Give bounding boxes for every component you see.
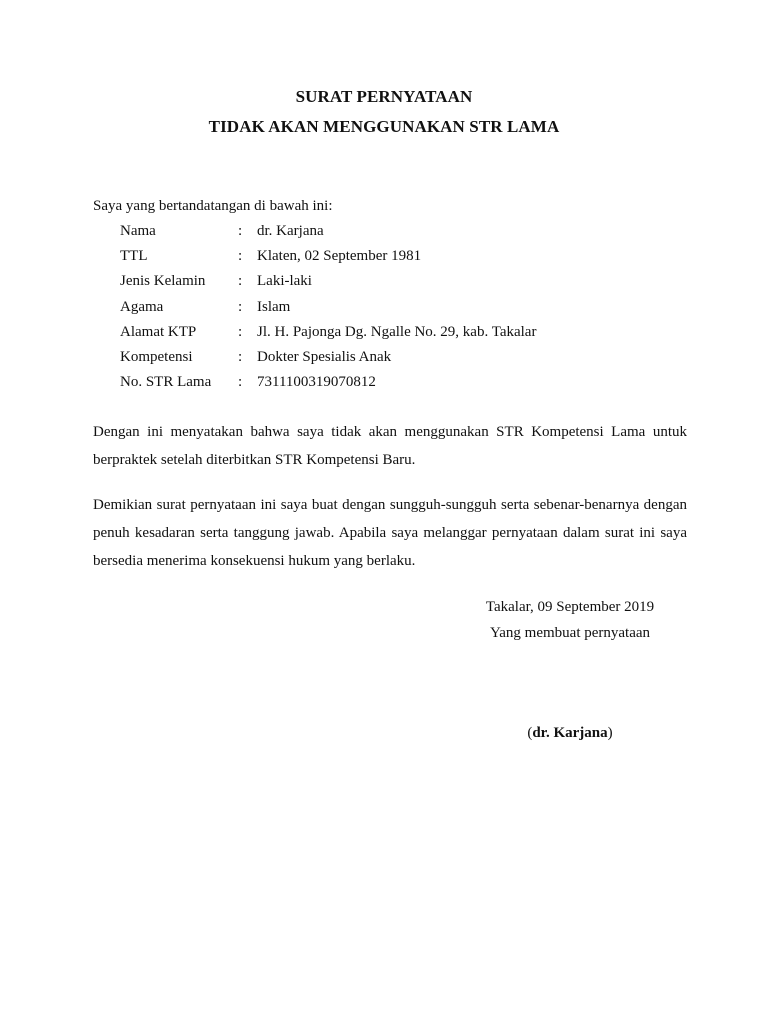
field-label: Kompetensi bbox=[120, 348, 193, 365]
field-label: Alamat KTP bbox=[120, 323, 197, 340]
field-colon: : bbox=[238, 348, 243, 365]
signature-open-paren: ( bbox=[527, 725, 533, 741]
field-colon: : bbox=[238, 248, 243, 265]
field-colon: : bbox=[238, 223, 243, 239]
place-date: Takalar, 09 September 2019 bbox=[485, 599, 655, 615]
signature-block bbox=[455, 724, 685, 742]
field-value: Laki-laki bbox=[257, 273, 312, 290]
field-label: No. STR Lama bbox=[120, 374, 212, 391]
closing-paragraph: Demikian surat pernyataan ini saya buat dengan sungguh-sungguh serta sebenar-benarnya dengan penuh kesadaran serta tanggung jawab. Apabila saya melanggar pernyataan dalam surat ini saya bersedia menerima konsekuensi hukum yang berlaku. bbox=[93, 497, 687, 569]
field-value: Jl. H. Pajonga Dg. Ngalle No. 29, kab. Takalar bbox=[257, 323, 537, 340]
field-label: Nama bbox=[120, 223, 156, 239]
field-value: Klaten, 02 September 1981 bbox=[257, 248, 422, 265]
field-colon: : bbox=[238, 298, 243, 315]
field-colon: : bbox=[238, 374, 243, 391]
signature-close-paren: ) bbox=[607, 725, 613, 741]
field-value: Islam bbox=[257, 298, 291, 315]
maker-label: Yang membuat pernyataan bbox=[489, 625, 651, 641]
intro-text: Saya yang bertandatangan di bawah ini: bbox=[93, 198, 333, 214]
field-value: 7311100319070812 bbox=[257, 374, 376, 391]
statement-paragraph: Dengan ini menyatakan bahwa saya tidak akan menggunakan STR Kompetensi Lama untuk berpraktek setelah diterbitkan STR Kompetensi Baru. bbox=[93, 424, 687, 468]
field-label: TTL bbox=[120, 248, 148, 265]
field-label: Agama bbox=[120, 298, 164, 315]
document-title: SURAT PERNYATAAN bbox=[295, 87, 473, 106]
field-colon: : bbox=[238, 323, 243, 340]
document-subtitle: TIDAK AKAN MENGGUNAKAN STR LAMA bbox=[208, 117, 560, 136]
field-value: dr. Karjana bbox=[257, 223, 324, 239]
signatory-name: dr. Karjana bbox=[532, 725, 608, 741]
field-value: Dokter Spesialis Anak bbox=[257, 348, 392, 365]
field-label: Jenis Kelamin bbox=[120, 273, 206, 290]
field-colon: : bbox=[238, 273, 243, 290]
